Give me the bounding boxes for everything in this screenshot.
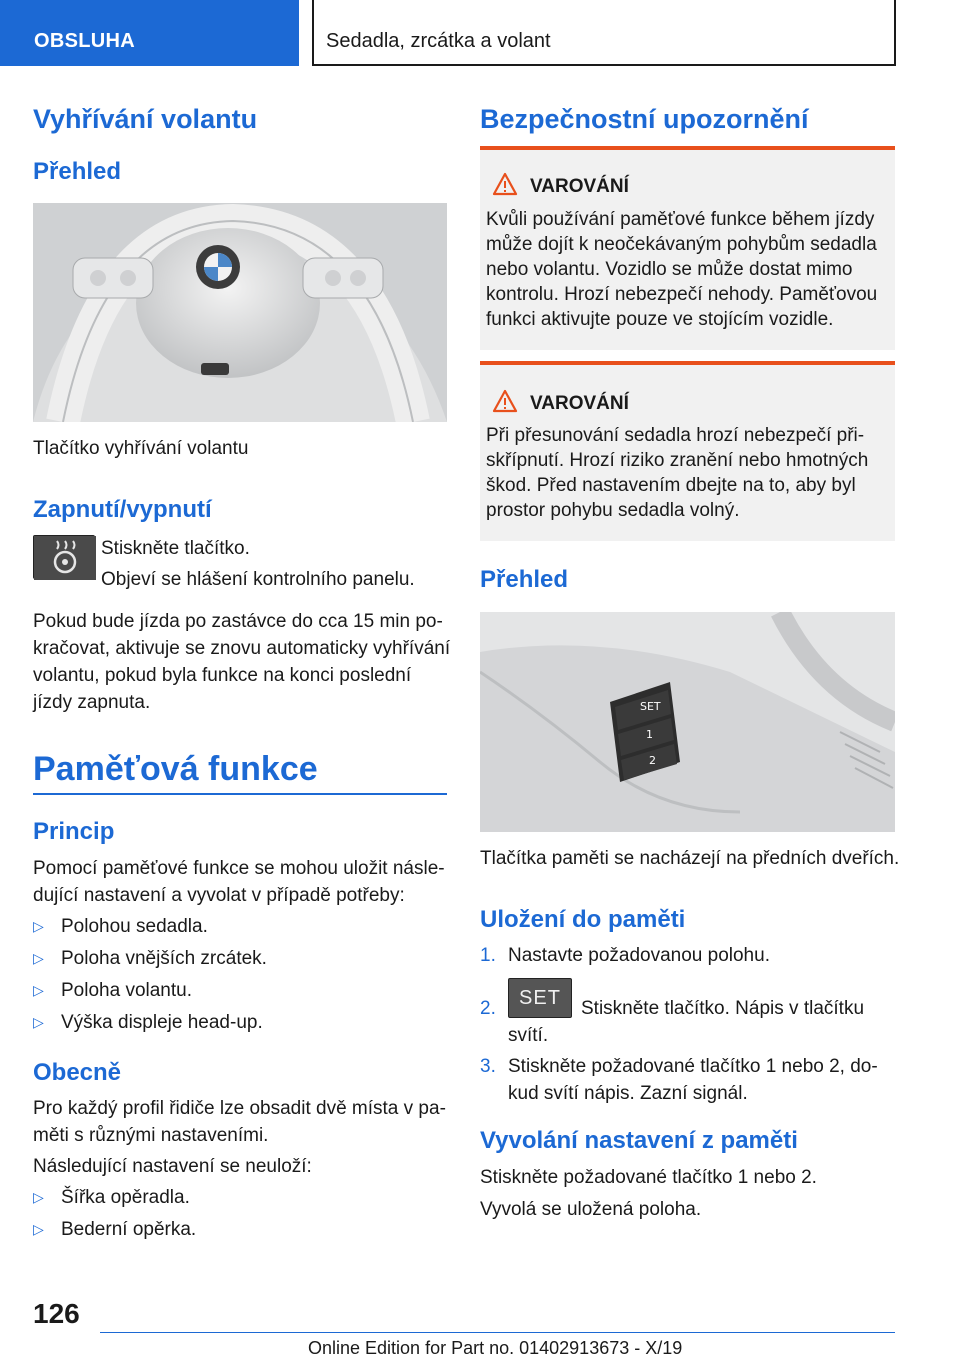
- step-3: 3. Stiskněte požadované tlačítko 1 nebo 2, do-: [480, 1056, 878, 1077]
- para-auto-line2: kračovat, aktivuje se znovu automaticky vyhřívání: [33, 638, 451, 659]
- steering-heat-button: [33, 535, 95, 579]
- set-button: [508, 978, 572, 1018]
- heading-principle: Princip: [33, 818, 115, 845]
- caption-memory-buttons: Tlačítka paměti se nacházejí na předních dveřích.: [480, 848, 900, 869]
- recall-text-1: Stiskněte požadované tlačítko 1 nebo 2.: [480, 1167, 817, 1188]
- door-button-2-label: 2: [649, 754, 656, 767]
- heading-on-off: Zapnutí/vypnutí: [33, 496, 212, 523]
- page-number: 126: [33, 1298, 80, 1329]
- warning-triangle-icon: [492, 172, 518, 196]
- para-auto-line4: jízdy zapnuta.: [33, 692, 151, 713]
- step-3-line2: kud svítí nápis. Zazní signál.: [508, 1083, 748, 1104]
- step-2-line2: svítí.: [508, 1025, 549, 1046]
- header-section-tab: [0, 0, 299, 66]
- heading-safety: Bezpečnostní upozornění: [480, 104, 809, 134]
- header-chapter: Sedadla, zrcátka a volant: [326, 30, 551, 52]
- header-section: OBSLUHA: [34, 30, 135, 52]
- set-button-label: SET: [519, 986, 561, 1009]
- press-button-text: Stiskněte tlačítko.: [101, 538, 250, 559]
- caption-steering-heating: Tlačítko vyhřívání volantu: [33, 438, 249, 459]
- header-chapter-box: [312, 0, 896, 66]
- door-button-set-label: SET: [640, 700, 661, 713]
- door-button-1-label: 1: [646, 728, 653, 741]
- warning-box-2: [480, 361, 895, 541]
- bullet-triangle-icon: ▷: [33, 918, 44, 934]
- bullet-triangle-icon: ▷: [33, 950, 44, 966]
- heading-memory-function: Paměťová funkce: [33, 750, 318, 788]
- heading-overview-right: Přehled: [480, 566, 569, 593]
- warning-text-1: Kvůli používání paměťové funkce během jízdy může dojít k neočekávaným pohybům sedadla nebo volantu. Vozidlo se může dostat mimo kontrolu. Hrozí nebezpečí nehody. Paměťovou funkci aktivujte pouze ve stojícím vozidle.: [486, 209, 878, 330]
- para-auto-line1: Pokud bude jízda po zastávce do cca 15 min po-: [33, 611, 443, 632]
- step-2-line1: Stiskněte tlačítko. Nápis v tlačítku: [581, 998, 865, 1019]
- recall-text-2: Vyvolá se uložená poloha.: [480, 1199, 702, 1220]
- bullet-triangle-icon: ▷: [33, 982, 44, 998]
- para-general-line2: měti s různými nastaveními.: [33, 1125, 269, 1146]
- list-item: ▷ Výška displeje head-up.: [33, 1009, 447, 1036]
- warning-label-1: VAROVÁNÍ: [530, 176, 629, 197]
- step-2: 2.: [480, 998, 496, 1019]
- warning-triangle-icon: [492, 389, 518, 413]
- steering-wheel-illustration: [33, 203, 447, 422]
- heading-steering-heating: Vyhřívání volantu: [33, 104, 258, 134]
- heading-overview-left: Přehled: [33, 158, 122, 185]
- heading-store: Uložení do paměti: [480, 906, 686, 933]
- para-principle-line1: Pomocí paměťové funkce se mohou uložit násle-: [33, 858, 445, 879]
- para-principle-line2: dující nastavení a vyvolat v případě potřeby:: [33, 885, 405, 906]
- para-auto-line3: volantu, pokud byla funkce na konci poslední: [33, 665, 412, 686]
- list-item: ▷ Poloha vnějších zrcátek.: [33, 945, 447, 972]
- footer-edition: Online Edition for Part no. 01402913673 - X/19: [308, 1338, 683, 1358]
- bullet-triangle-icon: ▷: [33, 1189, 44, 1205]
- list-item: ▷ Polohou sedadla.: [33, 913, 447, 940]
- list-item: ▷ Poloha volantu.: [33, 977, 447, 1004]
- door-memory-buttons-photo: [480, 612, 895, 832]
- not-saved-intro: Následující nastavení se neuloží:: [33, 1156, 312, 1177]
- bullet-triangle-icon: ▷: [33, 1221, 44, 1237]
- para-general-line1: Pro každý profil řidiče lze obsadit dvě místa v pa-: [33, 1098, 446, 1119]
- steering-heat-icon: [34, 536, 96, 580]
- bullet-triangle-icon: ▷: [33, 1014, 44, 1030]
- door-memory-illustration: [480, 612, 895, 832]
- list-item: ▷ Šířka opěradla.: [33, 1184, 447, 1211]
- warning-box-1: [480, 146, 895, 350]
- heading-rule: [33, 793, 447, 795]
- heading-general: Obecně: [33, 1059, 122, 1086]
- step-1: 1. Nastavte požadovanou polohu.: [480, 945, 770, 966]
- message-shown-text: Objeví se hlášení kontrolního panelu.: [101, 569, 415, 590]
- steering-wheel-photo: [33, 203, 447, 422]
- warning-label-2: VAROVÁNÍ: [530, 393, 629, 414]
- list-item: ▷ Bederní opěrka.: [33, 1216, 447, 1243]
- heading-recall: Vyvolání nastavení z paměti: [480, 1127, 798, 1154]
- warning-text-2: Při přesunování sedadla hrozí nebezpečí při- skřípnutí. Hrozí riziko zranění nebo hmotných škod. Před nastavením dbejte na to, aby byl prostor pohybu sedadla volný.: [486, 425, 869, 521]
- footer-rule: [100, 1332, 895, 1333]
